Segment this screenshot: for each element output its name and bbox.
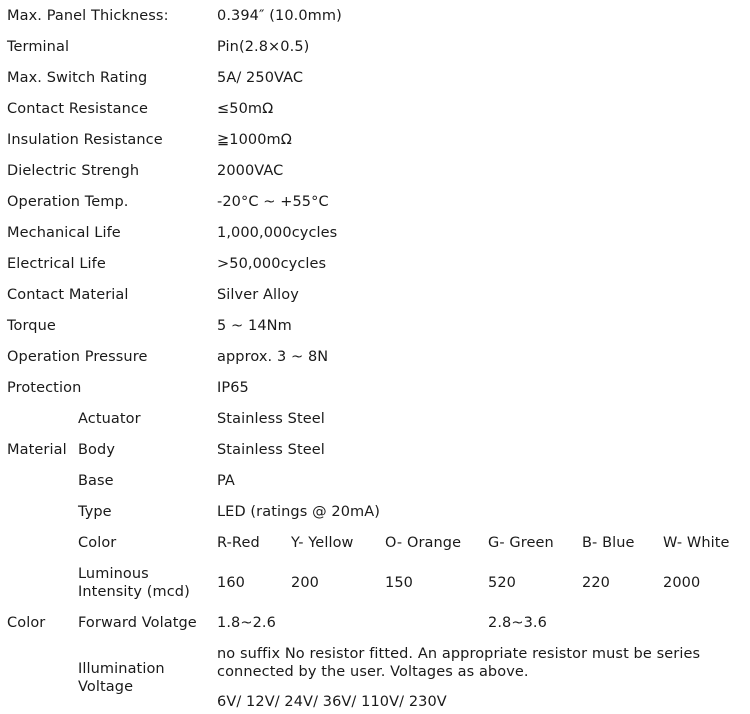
color-option-orange: O- Orange [385,535,462,551]
color-option-yellow: Y- Yellow [291,535,354,551]
material-actuator-value: Stainless Steel [217,411,325,427]
material-base-label: Base [78,473,114,489]
spec-value-switch-rating: 5A/ 250VAC [217,70,304,86]
color-group-label: Color [7,615,46,631]
spec-label-electrical-life: Electrical Life [7,256,106,272]
spec-label-mechanical-life: Mechanical Life [7,225,121,241]
spec-label-torque: Torque [7,318,56,334]
material-body-label: Body [78,442,116,458]
color-option-green: G- Green [488,535,554,551]
color-row-label: Color [78,535,117,551]
forward-voltage-value-high: 2.8~3.6 [488,615,547,631]
spec-value-panel-thickness: 0.394″ (10.0mm) [217,8,342,24]
spec-label-operation-pressure: Operation Pressure [7,349,148,365]
forward-voltage-label: Forward Volatge [78,615,197,631]
illumination-note: no suffix No resistor fitted. An appropriate resistor must be series connected by the user. Voltages as above. [217,646,701,680]
spec-value-terminal: Pin(2.8×0.5) [217,39,310,55]
material-body-value: Stainless Steel [217,442,325,458]
luminous-label-line2: Intensity (mcd) [78,584,190,600]
spec-value-insulation-resistance: ≧1000mΩ [217,132,292,148]
spec-value-dielectric-strength: 2000VAC [217,163,284,179]
illumination-label-line2: Voltage [78,679,134,695]
spec-label-switch-rating: Max. Switch Rating [7,70,148,86]
spec-value-protection: IP65 [217,380,249,396]
luminous-label-line1: Luminous [78,566,149,582]
spec-value-torque: 5 ~ 14Nm [217,318,292,334]
spec-label-contact-resistance: Contact Resistance [7,101,148,117]
color-type-value: LED (ratings @ 20mA) [217,504,381,520]
color-option-red: R-Red [217,535,260,551]
spec-label-insulation-resistance: Insulation Resistance [7,132,163,148]
spec-label-panel-thickness: Max. Panel Thickness: [7,8,169,24]
spec-value-contact-resistance: ≤50mΩ [217,101,274,117]
color-type-label: Type [78,504,112,520]
luminous-value-red: 160 [217,575,245,591]
spec-value-operation-pressure: approx. 3 ~ 8N [217,349,329,365]
spec-label-dielectric-strength: Dielectric Strengh [7,163,140,179]
spec-value-mechanical-life: 1,000,000cycles [217,225,338,241]
spec-label-operation-temp: Operation Temp. [7,194,129,210]
spec-value-contact-material: Silver Alloy [217,287,299,303]
material-base-value: PA [217,473,235,489]
material-group-label: Material [7,442,67,458]
spec-value-electrical-life: >50,000cycles [217,256,327,272]
luminous-value-orange: 150 [385,575,413,591]
spec-label-contact-material: Contact Material [7,287,129,303]
luminous-value-blue: 220 [582,575,610,591]
illumination-label-line1: Illumination [78,661,165,677]
color-option-blue: B- Blue [582,535,635,551]
spec-label-terminal: Terminal [7,39,70,55]
spec-label-protection: Protection [7,380,82,396]
color-option-white: W- White [663,535,730,551]
forward-voltage-value-low: 1.8~2.6 [217,615,276,631]
spec-value-operation-temp: -20°C ~ +55°C [217,194,329,210]
material-actuator-label: Actuator [78,411,141,427]
luminous-value-yellow: 200 [291,575,319,591]
illumination-voltages: 6V/ 12V/ 24V/ 36V/ 110V/ 230V [217,694,447,710]
luminous-value-white: 2000 [663,575,701,591]
luminous-value-green: 520 [488,575,516,591]
